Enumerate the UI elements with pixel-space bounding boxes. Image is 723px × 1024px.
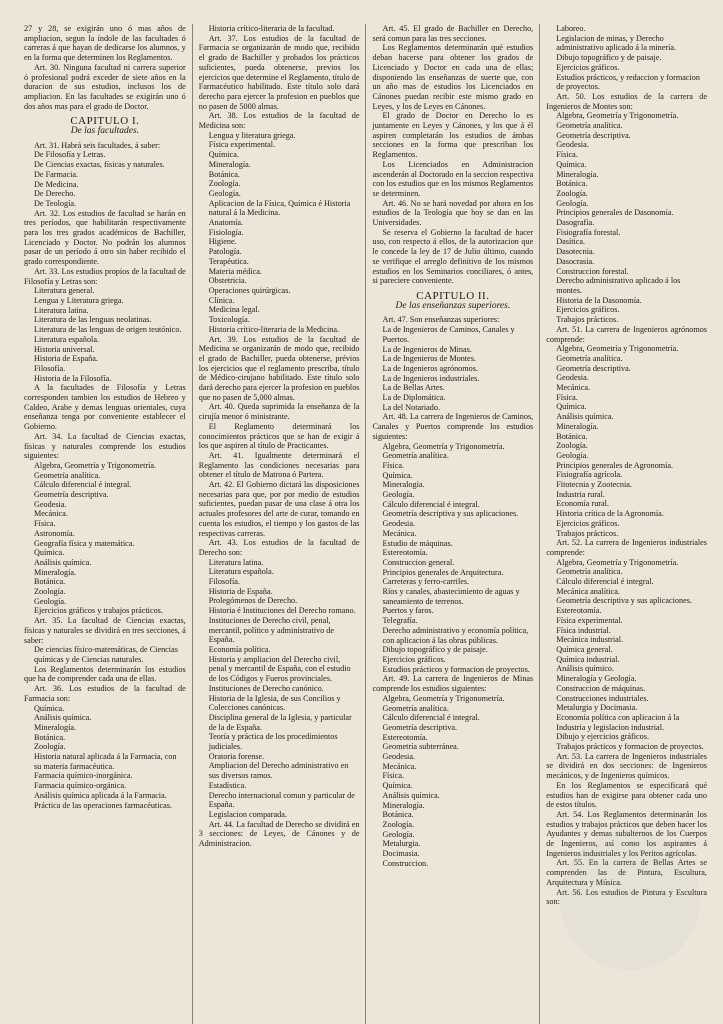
list-item: Clínica. bbox=[208, 295, 235, 305]
list-item: Trabajos prácticos y formacion de proyectos. bbox=[556, 742, 704, 752]
list-item: Cálculo diferencial é integral. bbox=[556, 577, 654, 587]
list-item: Dasotecnia. bbox=[556, 247, 595, 257]
list-item: Geometría descriptiva. bbox=[556, 363, 631, 373]
list-item: Metalurgia. bbox=[382, 839, 421, 849]
list-item: Historia universal. bbox=[34, 344, 95, 354]
list-item: Zoología. bbox=[556, 441, 588, 451]
article-paragraph: Los Reglamentos determinarán qué estudios deban hacerse para obtener los grados de Licenciado y Doctor en cada una de ellas; disponiendo las enseñanzas de suerte que, con un año mas de estudios los Licenciados en Cánones puedan recibir este mismo grado en Leyes, y los de Leyes en Cánones. bbox=[372, 43, 534, 111]
list-item: Historia de la Filosofía. bbox=[34, 373, 112, 383]
list-item: Botánica. bbox=[34, 732, 66, 742]
list-item: Farmacia químico-inorgánica. bbox=[34, 771, 133, 781]
list-item: Oratoria forense. bbox=[208, 751, 265, 761]
list-item: Geodesia. bbox=[556, 373, 589, 383]
article-paragraph: Art. 44. La facultad de Derecho se dividirá en 3 secciones: de Leyes, de Cánones y de Administracion. bbox=[198, 819, 360, 849]
list-item: Mecánica. bbox=[382, 528, 417, 538]
list-item: Literatura española. bbox=[34, 334, 100, 344]
list-item: Mecánica. bbox=[382, 761, 417, 771]
list-item: Geología. bbox=[382, 829, 415, 839]
list-item: Zoología. bbox=[34, 742, 66, 752]
list-item: Historia de la Iglesia, de sus Concilios y Colecciones canónicas. bbox=[208, 693, 341, 713]
list-item: La de Ingenieros agrónomos. bbox=[382, 363, 478, 373]
list-item: Ejercicios gráficos. bbox=[556, 62, 620, 72]
list-item: Dasocrasia. bbox=[556, 256, 595, 266]
chapter-subheading: De las enseñanzas superiores. bbox=[395, 300, 511, 311]
list-item: Mecánica. bbox=[34, 509, 68, 519]
list-item: Historia y ampliacion del Derecho civil, penal y mercantil de España, con el estudio de los Códigos y Fueros provinciales. bbox=[208, 654, 351, 684]
article-paragraph: Se reserva el Gobierno la facultad de hacer uso, con respecto á ellos, de la autorizacion que le concede la ley de 17 de Julio último, cuando se verifique el arreglo definitivo de los mismos estudios en los Seminarios conciliares, ó antes, si pareciere conveniente. bbox=[372, 227, 534, 286]
list-item: Geometría analítica. bbox=[556, 353, 623, 363]
article-paragraph: Art. 46. No se hará novedad por ahora en los estudios de la Teología que hoy se dan en las Universidades. bbox=[372, 198, 534, 228]
chapter-heading: CAPITULO II. bbox=[416, 289, 490, 302]
list-item: Dibujo topográfico y de paisaje. bbox=[556, 53, 662, 63]
list-item: Literatura de las lenguas neolatinas. bbox=[34, 315, 152, 325]
list-item: Dasítica. bbox=[556, 237, 586, 247]
list-item: Prolegómenos de Derecho. bbox=[208, 596, 298, 606]
list-item: Farmacia químico-orgánica. bbox=[34, 781, 127, 791]
list-item: Análisis química aplicada á la Farmacia. bbox=[34, 790, 167, 800]
list-item: Física experimental. bbox=[556, 615, 623, 625]
list-item: Literatura latina. bbox=[208, 557, 264, 567]
list-item: Zoología. bbox=[34, 587, 66, 597]
article-paragraph: Los Reglamentos determinarán los estudios que ha de comprender cada una de ellas. bbox=[24, 664, 186, 684]
list-item: De Teología. bbox=[34, 198, 77, 208]
list-item: Instituciones de Derecho civil, penal, mercantil, político y administrativo de España. bbox=[208, 615, 335, 645]
list-item: Botánica. bbox=[34, 577, 66, 587]
list-item: Dibujo topográfico y de paisaje. bbox=[382, 645, 488, 655]
list-item: Geometría descriptiva y sus aplicaciones. bbox=[382, 509, 519, 519]
list-item: Geología. bbox=[556, 450, 589, 460]
list-item: Mecánica industrial. bbox=[556, 635, 624, 645]
list-item: Dibujo y ejercicios gráficos. bbox=[556, 732, 649, 742]
list-item: Estadística. bbox=[208, 780, 247, 790]
list-item: La de Diplomática. bbox=[382, 393, 446, 403]
list-item: Principios generales de Arquitectura. bbox=[382, 567, 504, 577]
list-item: Algebra, Geometría y Trigonometría. bbox=[34, 460, 157, 470]
list-item: Física industrial. bbox=[556, 625, 611, 635]
list-item: Física experimental. bbox=[208, 140, 276, 150]
list-item: Zoología. bbox=[208, 179, 241, 189]
list-item: Principios generales de Dasonomía. bbox=[556, 208, 674, 218]
article-paragraph: Art. 39. Los estudios de la facultad de Medicina se organizarán de modo que, recibido el grado de Bachiller, pueda obtenerse, prévios los ejercicios que el reglamento prescriba, título de Médico-cirujano habilitado. Este título solo dará derecho para ejercer la profesion en pueblos que no pasen de 5,000 almas. bbox=[198, 334, 360, 402]
list-item: Geometría analítica. bbox=[382, 451, 449, 461]
article-paragraph: Art. 50. Los estudios de la carrera de Ingenieros de Montes son: bbox=[546, 91, 707, 111]
list-item: Botánica. bbox=[556, 179, 588, 189]
list-item: De Derecho. bbox=[34, 189, 76, 199]
article-paragraph: Art. 49. La carrera de Ingenieros de Minas comprende los estudios siguientes: bbox=[372, 674, 534, 694]
list-item: Mecánica. bbox=[556, 383, 591, 393]
list-item: Aplicacion de la Física, Química é Historia natural á la Medicina. bbox=[208, 198, 351, 218]
list-item: La del Notariado. bbox=[382, 402, 441, 412]
list-item: Disciplina general de la Iglesia, y particular de la de España. bbox=[208, 712, 352, 732]
list-item: De ciencias físico-matemáticas, de Ciencias químicas y de Ciencias naturales. bbox=[34, 645, 178, 664]
list-item: 27 y 28, se exigirán uno ó mas años de ampliacion, segun la índole de las facultades ó carreras á que hayan de dedicarse los alumnos, y en la forma que determinen los Reglamentos. bbox=[24, 24, 186, 63]
list-item: Mineralogía. bbox=[382, 480, 425, 490]
list-item: Física. bbox=[556, 392, 578, 402]
list-item: Derecho administrativo y economía política, con aplicacion á las obras públicas. bbox=[382, 625, 529, 645]
list-item: Ríos y canales, abastecimiento de aguas y saneamiento de terrenos. bbox=[382, 587, 520, 606]
article-paragraph: Art. 54. Los Reglamentos determinarán los estudios y trabajos prácticos que deben hacer los Ayudantes y demas subalternos de los Cuerpos de Ingenieros, así como los aspirantes á Ingenieros industriales y los Peritos agrícolas. bbox=[546, 809, 707, 858]
article-paragraph: Art. 52. La carrera de Ingenieros industriales comprende: bbox=[546, 538, 707, 557]
article-paragraph: Art. 41. Igualmente determinará el Reglamento las condiciones necesarias para obtener el título de Matrona ó Partera. bbox=[198, 450, 360, 480]
list-item: La de Ingenieros de Caminos, Canales y Puertos. bbox=[382, 325, 515, 344]
list-item: Fisiografía agrícola. bbox=[556, 470, 623, 480]
list-item: Instituciones de Derecho canónico. bbox=[208, 683, 324, 693]
article-paragraph: El Reglamento determinará los conocimientos prácticos que se han de exigir á los que aspiren al título de Practicantes. bbox=[198, 421, 360, 451]
list-item: Análisis química. bbox=[34, 557, 92, 567]
list-item: Mineralogía. bbox=[208, 159, 251, 169]
list-item: Mineralogía. bbox=[556, 169, 599, 179]
list-item: Historia de España. bbox=[208, 586, 273, 596]
list-item: Operaciones quirúrgicas. bbox=[208, 285, 291, 295]
list-item: Análisis química. bbox=[382, 790, 440, 800]
list-item: Principios generales de Agronomía. bbox=[556, 460, 674, 470]
list-item: La de Ingenieros de Montes. bbox=[382, 354, 476, 364]
list-item: Química industrial. bbox=[556, 654, 620, 664]
list-item: Trabajos prácticos. bbox=[556, 528, 619, 538]
list-item: Mineralogía. bbox=[556, 421, 599, 431]
list-item: Estereotomía. bbox=[556, 606, 602, 616]
chapter-heading: CAPITULO I. bbox=[70, 115, 140, 128]
article-paragraph: Art. 36. Los estudios de la facultad de Farmacia son: bbox=[24, 684, 186, 703]
list-item: Geología. bbox=[556, 198, 589, 208]
list-item: Química general. bbox=[556, 645, 613, 654]
list-item: Botánica. bbox=[382, 810, 414, 820]
list-item: Filosofía. bbox=[34, 363, 66, 373]
list-item: Historia de España. bbox=[34, 354, 98, 364]
list-item: De Farmacia. bbox=[34, 169, 79, 179]
list-item: Legislacion comparada. bbox=[208, 809, 287, 819]
text-column-2 bbox=[192, 24, 366, 1024]
list-item: Geografía física y matemática. bbox=[34, 538, 135, 548]
list-item: Terapéutica. bbox=[208, 256, 249, 266]
list-item: Astronomía. bbox=[34, 528, 75, 538]
list-item: Ejercicios gráficos. bbox=[556, 518, 620, 528]
article-paragraph: Art. 56. Los estudios de Pintura y Escultura son: bbox=[546, 887, 707, 907]
list-item: Obstetricia. bbox=[208, 276, 247, 286]
list-item: Lengua y Literatura griega. bbox=[34, 295, 124, 305]
list-item: Ejercicios gráficos. bbox=[556, 305, 620, 315]
list-item: Medicina legal. bbox=[208, 305, 260, 315]
list-item: Construcciones industriales. bbox=[556, 693, 649, 703]
list-item: Puertos y faros. bbox=[382, 606, 434, 616]
list-item: Geodesia. bbox=[382, 752, 415, 762]
article-paragraph: Art. 51. La carrera de Ingenieros agrónomos comprende: bbox=[546, 324, 707, 344]
list-item: Historia é Instituciones del Derecho romano. bbox=[208, 606, 356, 616]
article-paragraph: Art. 47. Son enseñanzas superiores: bbox=[382, 315, 500, 325]
list-item: Física. bbox=[556, 150, 578, 160]
list-item: Laboreo. bbox=[556, 24, 586, 33]
list-item: Geometría analítica. bbox=[382, 703, 449, 713]
list-item: Zoología. bbox=[556, 188, 588, 198]
list-item: Análisis química. bbox=[34, 713, 92, 723]
list-item: Carreteras y ferro-carriles. bbox=[382, 577, 470, 587]
list-item: Análisis química. bbox=[556, 412, 614, 422]
article-paragraph: Art. 45. El grado de Bachiller en Derecho, será comun para las tres secciones. bbox=[372, 24, 534, 43]
list-item: Mineralogía y Geología. bbox=[556, 674, 637, 684]
text-column-1 bbox=[18, 24, 192, 1024]
article-paragraph: Art. 35. La facultad de Ciencias exactas, físicas y naturales se dividirá en tres secciones, á saber: bbox=[24, 616, 186, 645]
list-item: Estereotomía. bbox=[382, 732, 428, 742]
list-item: Geometría descriptiva. bbox=[556, 130, 631, 140]
list-item: Ejercicios gráficos y trabajos prácticos. bbox=[34, 606, 163, 616]
list-item: Física. bbox=[34, 519, 56, 529]
list-item: Trabajos prácticos. bbox=[556, 315, 619, 325]
article-paragraph: Art. 42. El Gobierno dictará las disposiciones necesarias para que, por por medio de estudios suficientes, puedan pasar de una clase á otra los actuales profesores del arte de curar, tomando en cuenta los estudios, el tiempo y los gastos de las respectivas carreras. bbox=[198, 480, 360, 538]
list-item: Algebra, Geometría y Trigonometría. bbox=[382, 441, 505, 451]
list-item: Estudios prácticos, y redaccion y formacion de proyectos. bbox=[556, 72, 700, 92]
list-item: Derecho internacional comun y particular de España. bbox=[208, 790, 355, 810]
list-item: Literatura española. bbox=[208, 567, 274, 577]
list-item: Química. bbox=[556, 159, 587, 169]
list-item: Fisiografía forestal. bbox=[556, 227, 621, 237]
list-item: Mecánica analítica. bbox=[556, 586, 620, 596]
list-item: Geometría descriptiva. bbox=[34, 490, 109, 500]
list-item: Química. bbox=[382, 781, 413, 791]
article-paragraph: El grado de Doctor en Derecho lo es juntamente en Leyes y Cánones, y los que á él aspiren completarán los estudios de ámbas secciones en la forma que prescriban los Reglamentos. bbox=[372, 111, 534, 160]
list-item: La de Ingenieros industriales. bbox=[382, 373, 480, 383]
article-paragraph: Art. 37. Los estudios de la facultad de Farmacia se organizarán de modo que, recibido el grado de Bachiller y probados los prácticos suficientes, pueda obtenerse, previos los ejercicios que determine el Reglamento, título de Farmacéutico habilitado. Este título solo dará derecho para ejercer la profesion en pueblos que no pasen de 5000 almas. bbox=[198, 33, 360, 111]
list-item: Higiene. bbox=[208, 237, 237, 247]
list-item: Algebra, Geometría y Trigonometría. bbox=[556, 111, 679, 121]
list-item: Lengua y literatura griega. bbox=[208, 130, 296, 140]
list-item: Química. bbox=[34, 703, 65, 713]
article-paragraph: Art. 34. La facultad de Ciencias exactas, físicas y naturales comprende los estudios siguientes: bbox=[24, 431, 186, 461]
list-item: Mineralogía. bbox=[34, 567, 77, 577]
list-item: Economía rural. bbox=[556, 499, 609, 509]
list-item: Geometría descriptiva y sus aplicaciones. bbox=[556, 596, 692, 606]
list-item: Geología. bbox=[34, 596, 67, 606]
list-item: Botánica. bbox=[208, 169, 240, 179]
text-column-4 bbox=[539, 24, 713, 1024]
list-item: Legislacion de minas, y Derecho administrativo aplicado á la minería. bbox=[556, 33, 677, 53]
list-item: Dasografía. bbox=[556, 218, 595, 228]
list-item: Fisiología. bbox=[208, 227, 244, 237]
list-item: Patología. bbox=[208, 247, 242, 257]
list-item: Análisis químico. bbox=[556, 664, 614, 674]
list-item: Toxicología. bbox=[208, 315, 250, 325]
list-item: Historia de la Dasonomía. bbox=[556, 295, 642, 305]
list-item: Cálculo diferencial é integral. bbox=[34, 480, 132, 490]
article-paragraph: Art. 33. Los estudios propios de la facultad de Filosofía y Letras son: bbox=[24, 266, 186, 286]
list-item: Física. bbox=[382, 460, 405, 470]
list-item: Geometría analítica. bbox=[556, 121, 623, 131]
list-item: Estudio de máquinas. bbox=[382, 538, 453, 548]
list-item: Construccion. bbox=[382, 858, 429, 868]
list-item: Cálculo diferencial é integral. bbox=[382, 713, 480, 723]
list-item: Industria rural. bbox=[556, 489, 605, 499]
article-paragraph: Art. 32. Los estudios de facultad se harán en tres períodos, que habilitarán respectivamente para los tres grados académicos de Bachiller, Licenciado y Doctor. No podrán los alumnos pasar de un período á otro sin haber recibido el grado correspondiente. bbox=[24, 208, 186, 267]
list-item: La de Ingenieros de Minas. bbox=[382, 344, 472, 354]
list-item: Geología. bbox=[382, 490, 415, 500]
list-item: Construccion forestal. bbox=[556, 266, 629, 276]
list-item: Historia crítico-literaria de la facultad. bbox=[208, 24, 335, 33]
list-item: Historia crítica de la Agronomía. bbox=[556, 509, 664, 519]
list-item: Geología. bbox=[208, 188, 241, 198]
list-item: Literatura latina. bbox=[34, 305, 89, 315]
list-item: Geodesia. bbox=[34, 499, 67, 509]
list-item: Zoología. bbox=[382, 819, 415, 829]
article-paragraph: Art. 53. La carrera de Ingenieros industriales se dividirá en dos secciones: de Ingenieros mecánicos, y de Ingenieros químicos. bbox=[546, 751, 707, 781]
article-paragraph: En los Reglamentos se especificará qué estudios han de exigirse para obtener cada uno de estos títulos. bbox=[546, 780, 707, 810]
list-item: Economía política con aplicacion á la Industria y legislacion industrial. bbox=[556, 712, 680, 732]
list-item: Química. bbox=[382, 470, 413, 480]
list-item: Química. bbox=[556, 402, 587, 412]
article-paragraph: A la facultades de Filosofía y Letras corresponden tambien los estudios de Hebreo y Caldeo, Arabe y demas lenguas orientales, cuya enseñanza tenga por conveniente establecer el Gobierno. bbox=[24, 383, 186, 432]
article-paragraph: Art. 31. Habrá seis facultades, á saber: bbox=[34, 140, 161, 150]
list-item: Construccion de máquinas. bbox=[556, 683, 646, 693]
list-item: Literatura general. bbox=[34, 286, 95, 296]
list-item: Algebra, Geometría y Trigonometría. bbox=[382, 693, 505, 703]
article-paragraph: Art. 40. Queda suprimida la enseñanza de la cirujía menor ó ministrante. bbox=[198, 402, 360, 422]
list-item: De Filosofía y Letras. bbox=[34, 150, 106, 160]
article-paragraph: Art. 38. Los estudios de la facultad de Medicina son: bbox=[198, 111, 360, 131]
article-paragraph: Art. 30. Ninguna facultad ni carrera superior ó profesional podrá exceder de siete años en la duracion de sus estudios, inclusos los de ampliacion. En las facultades se exigirán uno ó dos años mas para el grado de Doctor. bbox=[24, 62, 186, 111]
list-item: Mineralogía. bbox=[34, 722, 77, 732]
list-item: De Ciencias exactas, físicas y naturales. bbox=[34, 160, 165, 170]
list-item: Geometría analítica. bbox=[556, 567, 623, 577]
list-item: Materia médica. bbox=[208, 266, 262, 276]
list-item: Teoría y práctica de los procedimientos judiciales. bbox=[208, 732, 338, 752]
list-item: Geodesia. bbox=[556, 140, 589, 150]
list-item: Algebra, Geometría y Trigonometría. bbox=[556, 344, 679, 354]
list-item: Fitotecnia y Zootecnia. bbox=[556, 480, 632, 490]
list-item: Práctica de las operaciones farmacéuticas. bbox=[34, 800, 172, 810]
list-item: Estudios prácticos y formacion de proyectos. bbox=[382, 664, 530, 674]
list-item: Ejercicios gráficos. bbox=[382, 655, 446, 664]
list-item: Mineralogía. bbox=[382, 800, 425, 810]
list-item: Geometría descriptiva. bbox=[382, 722, 458, 732]
list-item: Docimasia. bbox=[382, 849, 420, 859]
list-item: Cálculo diferencial é integral. bbox=[382, 499, 480, 509]
article-paragraph: Los Licenciados en Administracion ascenderán al Doctorado en la seccion respectiva con los estudios que en los mismos Reglamentos se determinen. bbox=[372, 159, 534, 198]
text-column-3 bbox=[365, 24, 539, 1024]
article-paragraph: Art. 43. Los estudios de la facultad de Derecho son: bbox=[198, 538, 360, 557]
list-item: Química. bbox=[34, 548, 65, 558]
list-item: Metalurgia y Docimasia. bbox=[556, 703, 638, 713]
list-item: Telegrafía. bbox=[382, 616, 418, 626]
list-item: De Medicina. bbox=[34, 179, 79, 189]
article-paragraph: Art. 55. En la carrera de Bellas Artes se comprenden las de Pintura, Escultura, Arquitectura y Música. bbox=[546, 858, 707, 887]
article-paragraph: Art. 48. La carrera de Ingenieros de Caminos, Canales y Puertos comprende los estudios siguientes: bbox=[372, 412, 534, 441]
list-item: Botánica. bbox=[556, 431, 588, 441]
list-item: Filosofía. bbox=[208, 577, 240, 587]
list-item: Derecho administrativo aplicado á los montes. bbox=[556, 276, 681, 295]
list-item: Geometría subterránea. bbox=[382, 742, 459, 752]
list-item: Anatomía. bbox=[208, 218, 244, 228]
list-item: Economía política. bbox=[208, 645, 271, 654]
list-item: Algebra, Geometría y Trigonometría. bbox=[556, 557, 679, 567]
list-item: Historia natural aplicada á la Farmacia, con su materia farmacéutica. bbox=[34, 752, 177, 771]
list-item: La de Bellas Artes. bbox=[382, 383, 445, 393]
list-item: Geometría analítica. bbox=[34, 470, 101, 480]
list-item: Geodesia. bbox=[382, 519, 415, 529]
list-item: Ampliacion del Derecho administrativo en sus diversos ramos. bbox=[208, 761, 349, 781]
list-item: Química. bbox=[208, 150, 239, 160]
list-item: Historia crítico-literaria de la Medicina. bbox=[208, 324, 339, 334]
list-item: Construccion general. bbox=[382, 557, 455, 567]
list-item: Física. bbox=[382, 771, 405, 781]
list-item: Estereotomía. bbox=[382, 548, 428, 558]
list-item: Literatura de las lenguas de origen teutónico. bbox=[34, 325, 182, 335]
chapter-subheading: De las facultades. bbox=[70, 126, 140, 137]
